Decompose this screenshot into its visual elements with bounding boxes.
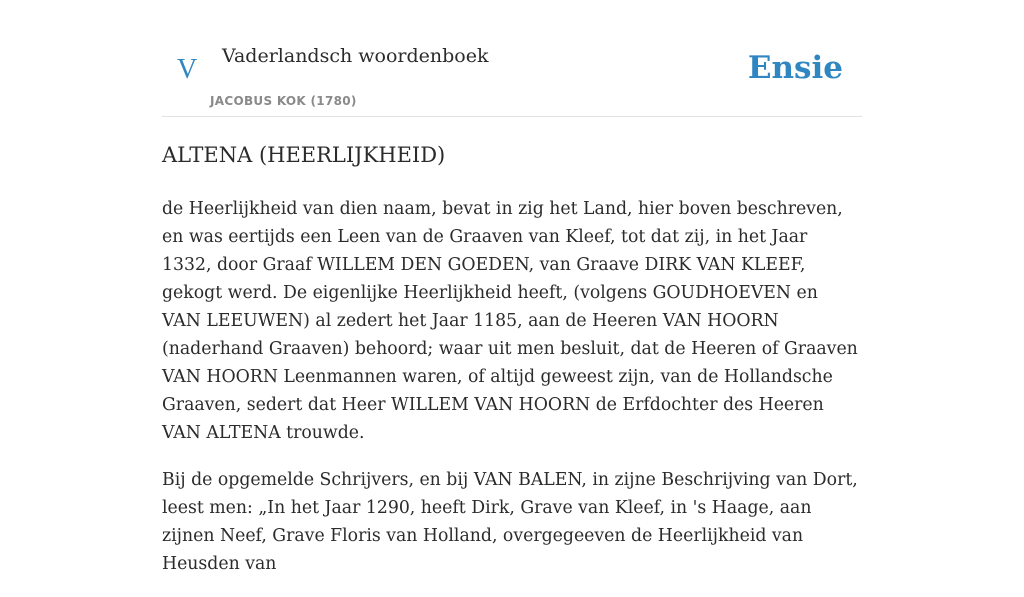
ensie-logo[interactable]: Ensie bbox=[747, 50, 843, 86]
entry-paragraph: de Heerlijkheid van dien naam, bevat in zig het Land, hier boven beschreven, en was eertijds een Leen van de Graaven van Kleef, tot dat zij, in het Jaar 1332, door Graaf WILLEM DEN GOEDEN, van Graave DIRK VAN KLEEF, gekogt werd. De eigenlijke Heerlijkheid heeft, (volgens GOUDHOEVEN en VAN LEEUWEN) al zedert het Jaar 1185, aan de Heeren VAN HOORN (naderhand Graaven) behoord; waar uit men besluit, dat de Heeren of Graaven VAN HOORN Leenmannen waren, of altijd geweest zijn, van de Hollandsche Graaven, sedert dat Heer WILLEM VAN HOORN de Erfdochter des Heeren VAN ALTENA trouwde. bbox=[162, 199, 858, 443]
book-title-link[interactable]: Vaderlandsch woordenboek bbox=[222, 45, 489, 67]
entry-paragraph: Bij de opgemelde Schrijvers, en bij VAN BALEN, in zijne Beschrijving van Dort, leest men: „In het Jaar 1290, heeft Dirk, Grave van Kleef, in 's Haage, aan zijnen Neef, Grave Floris van Holland, overgegeeven de Heerlijkheid van Heusden van bbox=[162, 470, 858, 574]
book-letter-badge[interactable]: V bbox=[177, 54, 198, 85]
book-header bbox=[162, 0, 862, 117]
entry-article bbox=[162, 140, 862, 597]
entry-title: ALTENA (HEERLIJKHEID) bbox=[162, 143, 446, 167]
book-author: JACOBUS KOK (1780) bbox=[210, 94, 357, 108]
